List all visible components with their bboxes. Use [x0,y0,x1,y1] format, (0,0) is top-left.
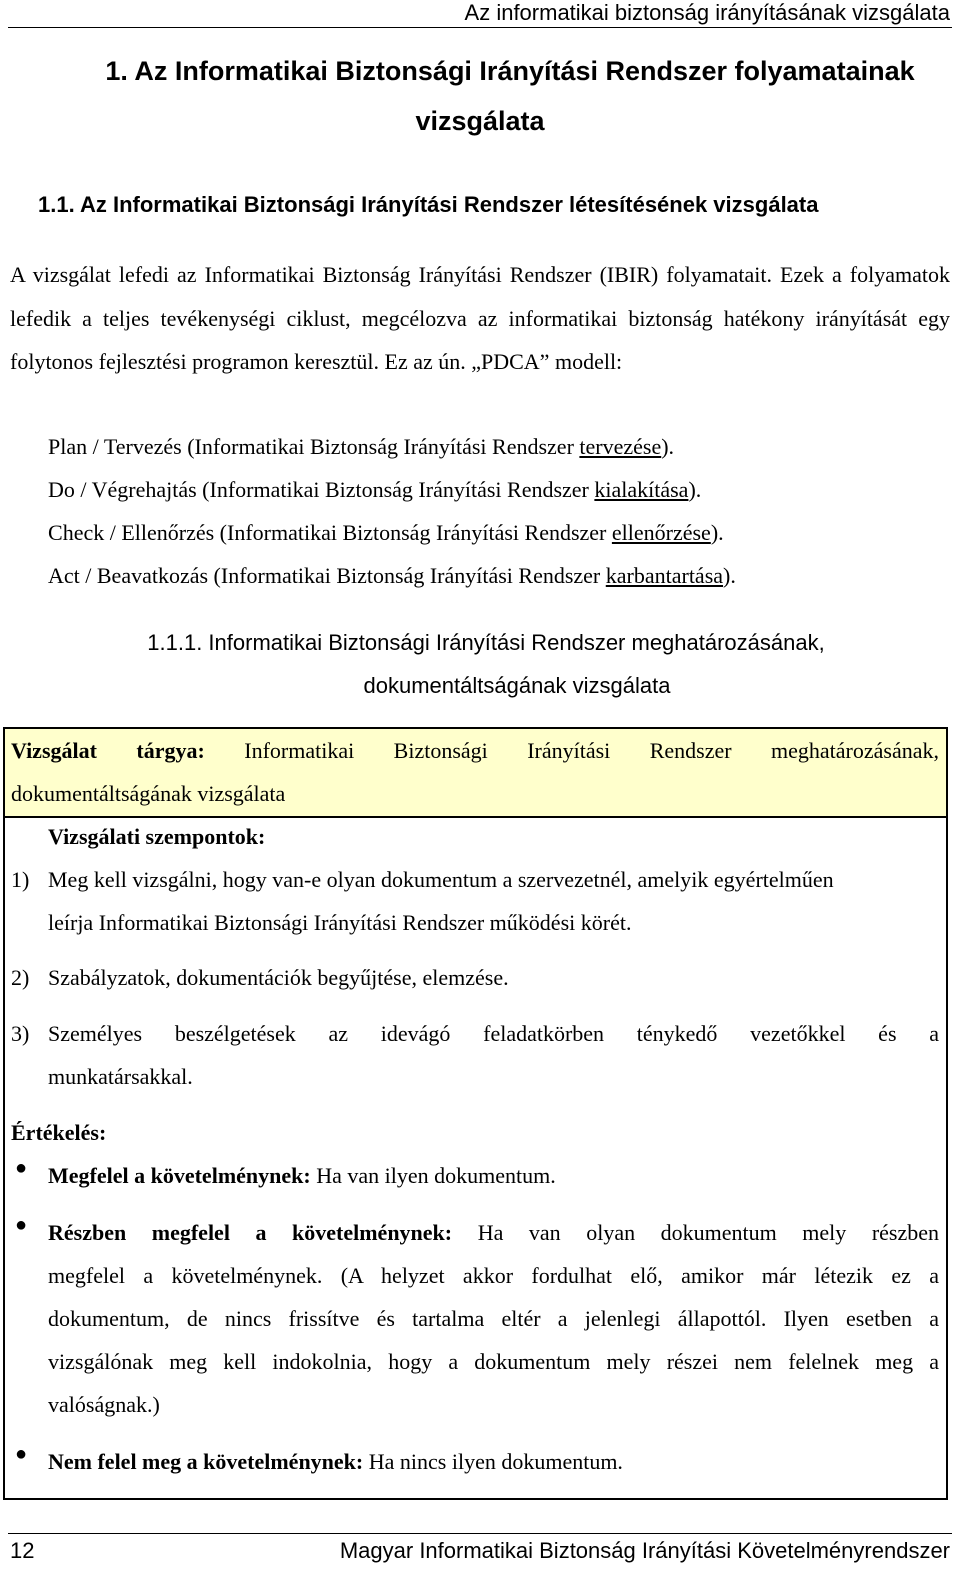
bullet-icon: ● [15,1157,28,1179]
pdca-item-check: Check / Ellenőrzés (Informatikai Biztonság Irányítási Rendszer ellenőrzése). [48,520,724,545]
intro-paragraph: A vizsgálat lefedi az Informatikai Biztonság Irányítási Rendszer (IBIR) folyamatait. Ezek a folyamatok lefedik a teljes tevékenységi ciklust, megcélozva az informatikai biztonság hatékony irányítását egy folytonos fejlesztési programon keresztül. Ez az ún. „PDCA” modell: [10,262,950,374]
criterion-1-line1: Meg kell vizsgálni, hogy van-e olyan dokumentum a szervezetnél, amelyik egyértelműen [48,867,834,892]
page-number: 12 [10,1538,35,1563]
chapter-heading-line2: vizsgálata [415,106,545,136]
subject-label: Vizsgálat tárgya: [11,738,205,763]
evaluation-item-fails: Nem felel meg a követelménynek: Ha nincs ilyen dokumentum. [48,1449,623,1474]
evaluation-item-partial-line3: dokumentum, de nincs frissítve és tartalma eltér a jelenlegi állapottól. Ilyen esetben a [48,1306,939,1331]
criterion-2-number: 2) [11,965,30,990]
examination-box [3,727,948,1500]
subsection-heading-line1: 1.1.1. Informatikai Biztonsági Irányítási Rendszer meghatározásának, [147,630,825,655]
criterion-3-line1: Személyes beszélgetések az idevágó feladatkörben ténykedő vezetőkkel és a [48,1021,939,1046]
criterion-2-line1: Szabályzatok, dokumentációk begyűjtése, elemzése. [48,965,509,990]
criterion-3-number: 3) [11,1021,30,1046]
evaluation-item-partial-line1: Részben megfelel a követelménynek: Ha van olyan dokumentum mely részben [48,1220,939,1245]
subsection-heading-line2: dokumentáltságának vizsgálata [363,673,671,698]
pdca-item-plan: Plan / Tervezés (Informatikai Biztonság Irányítási Rendszer tervezése). [48,434,675,459]
criterion-1-line2: leírja Informatikai Biztonsági Irányítási Rendszer működési körét. [48,910,632,935]
bullet-icon: ● [15,1443,28,1465]
pdca-item-do: Do / Végrehajtás (Informatikai Biztonság Irányítási Rendszer kialakítása). [48,477,702,502]
footer-title: Magyar Informatikai Biztonság Irányítási Követelményrendszer [339,1538,950,1563]
criteria-label: Vizsgálati szempontok: [48,824,266,849]
section-heading: 1.1. Az Informatikai Biztonsági Irányítási Rendszer létesítésének vizsgálata [38,192,819,217]
criterion-3-line2: munkatársakkal. [48,1064,193,1089]
chapter-heading-line1: 1. Az Informatikai Biztonsági Irányítási Rendszer folyamatainak [105,56,915,86]
header-divider [8,27,952,28]
subject-line1: Vizsgálat tárgya: Informatikai Biztonsági Irányítási Rendszer meghatározásának, [11,738,939,763]
examination-subject [5,729,946,818]
subject-line2: dokumentáltságának vizsgálata [11,781,286,806]
pdca-item-act: Act / Beavatkozás (Informatikai Biztonság Irányítási Rendszer karbantartása). [48,563,736,588]
bullet-icon: ● [15,1214,28,1236]
evaluation-item-partial-line5: valóságnak.) [48,1392,160,1417]
evaluation-item-partial-line4: vizsgálónak meg kell indokolnia, hogy a dokumentum mely részei nem felelnek meg a [48,1349,939,1374]
evaluation-item-partial-line2: megfelel a követelménynek. (A helyzet akkor fordulhat elő, amikor már létezik ez a [48,1263,939,1288]
subsection-heading [0,621,960,707]
footer-divider [8,1533,952,1534]
evaluation-item-meets: Megfelel a követelménynek: Ha van ilyen dokumentum. [48,1163,556,1188]
chapter-heading [0,46,960,146]
running-header: Az informatikai biztonság irányításának vizsgálata [464,0,950,25]
evaluation-label: Értékelés: [11,1120,107,1145]
criterion-1-number: 1) [11,867,30,892]
pdca-list [48,425,736,597]
